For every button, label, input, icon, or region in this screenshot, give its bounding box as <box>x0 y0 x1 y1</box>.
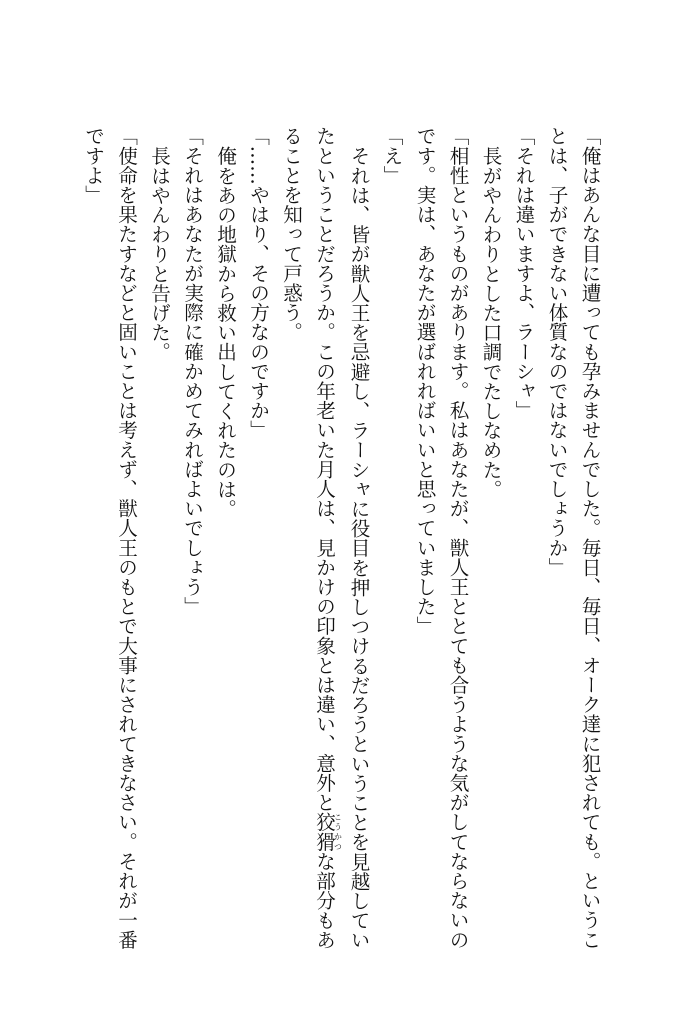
text-line: ですよ」 <box>81 126 105 205</box>
text-line <box>308 126 343 950</box>
text-line: ることを知って戸惑う。 <box>279 126 303 342</box>
text-line: 「俺はあんな目に遭っても孕みませんでした。毎日、毎日、オーク達に犯されても。というこ <box>578 126 601 950</box>
ruby-annotation <box>312 812 343 852</box>
text-line-segment: な部分もあ <box>312 851 336 950</box>
text-line: 「相性というものがあります。私はあなたが、獣人王ととても合うような気がしてならないの <box>446 126 469 950</box>
text-line: 長がやんわりとした口調でたしなめた。 <box>479 145 502 499</box>
text-line: 「え」 <box>380 126 403 185</box>
text-line: 「それはあなたが実際に確かめてみればよいでしょう」 <box>180 126 204 616</box>
text-line: それは、皆が獣人王を忌避し、ラーシャに役目を押しつけるだろうということを見越してい <box>347 145 370 950</box>
text-line: 「使命を果たすなどと固いことは考えず、獣人王のもとで大事にされてきなさい。それが一番 <box>114 126 138 950</box>
ruby-base: 狡猾 <box>312 812 336 852</box>
text-line: 「……やはり、その方なのですか」 <box>246 126 270 440</box>
text-line: 「それは違いますよ、ラーシャ」 <box>512 126 535 420</box>
ruby-reading: こうかつ <box>333 812 343 852</box>
text-line: 長はやんわりと告げた。 <box>147 145 171 362</box>
vertical-text-body <box>77 126 607 950</box>
text-line-segment: たということだろうか。この年老いた月人は、見かけの印象とは違い、意外と <box>312 126 336 812</box>
text-line: とは、子ができない体質なのではないでしょうか」 <box>545 126 568 577</box>
text-line: 俺をあの地獄から救い出してくれたのは。 <box>213 145 237 518</box>
text-line: です。実は、あなたが選ばれればいいと思っていました」 <box>413 126 436 636</box>
